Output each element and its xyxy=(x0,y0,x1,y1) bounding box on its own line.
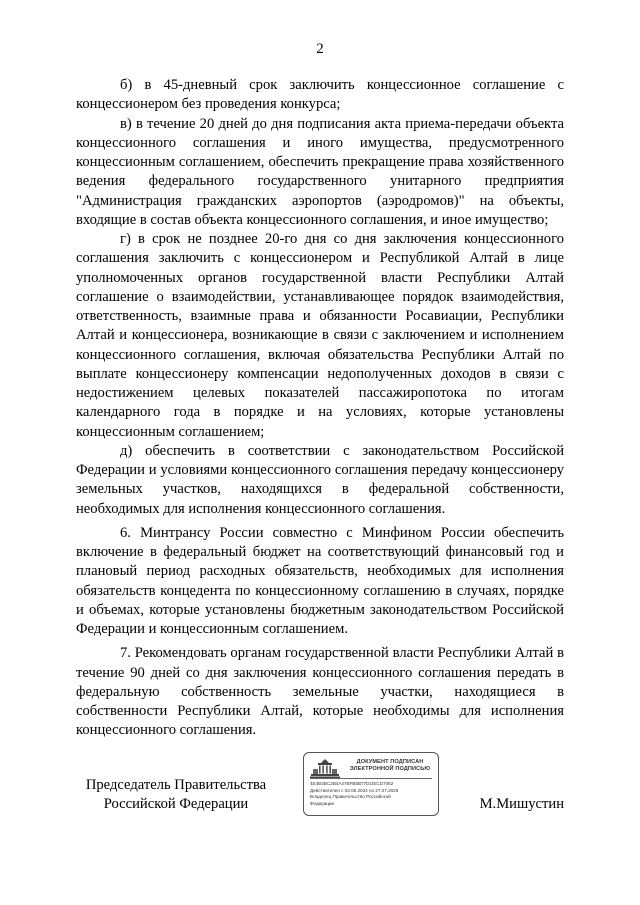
document-body xyxy=(76,76,564,741)
signatory-position xyxy=(76,776,276,814)
stamp-validity: Действителен с 03.05.2024 по 27.07.2025 xyxy=(310,787,399,793)
signatory-position-line1: Председатель Правительства xyxy=(85,777,267,793)
stamp-title-line1: ДОКУМЕНТ ПОДПИСАН xyxy=(356,759,424,765)
stamp-title-line2: ЭЛЕКТРОННОЙ ПОДПИСЬЮ xyxy=(349,766,431,772)
stamp-divider xyxy=(310,778,432,779)
page-number: 2 xyxy=(316,41,324,57)
stamp-details xyxy=(310,781,434,807)
signatory-position-line2: Российской Федерации xyxy=(103,796,249,812)
paragraph-point-6: 6. Минтрансу России совместно с Минфином России обеспечить включение в федеральный бюджет на соответствующий финансовый год и плановый период расходных обязательств, необходимых для исполнения обязательств концедента по концессионному соглашению в случаях, порядке и объемах, которые установлены бюджетным законодательством Российской Федерации и концессионным соглашением. xyxy=(76,524,564,637)
paragraph-item-g: г) в срок не позднее 20-го дня со дня заключения концессионного соглашения заключить с концессионером и Республикой Алтай в лице уполномоченных органов государственной власти Республики Алтай соглашение о взаимодействии, устанавливающее порядок взаимодействия, ответственность, взаимные права и обязанности Росавиации, Республики Алтай и концессионера, возникающие в связи с заключением и исполнением концессионного соглашения, включая обязательства Республики Алтай по выплате концессионеру компенсации недополученных доходов в связи с недостижением целевых показателей пассажиропотока по итогам календарного года в порядке и на условиях, которые установлены концессионным соглашением; xyxy=(76,231,564,440)
paragraph-item-d: д) обеспечить в соответствии с законодательством Российской Федерации и условиями концессионного соглашения передачу концессионеру земельных участков, находящихся в федеральной собственности, необходимых для исполнения концессионного соглашения. xyxy=(76,442,564,517)
stamp-title xyxy=(344,759,436,773)
stamp-owner-line2: Федерации xyxy=(310,800,335,806)
paragraph-item-v: в) в течение 20 дней до дня подписания акта приема-передачи объекта концессионного соглашения и иного имущества, предусмотренного концессионным соглашением, обеспечить прекращение права хозяйственного ведения федерального государственного унитарного предприятия "Администрация гражданских аэропортов (аэродромов)" на объекты, входящие в состав объекта концессионного соглашения, и иное имущество; xyxy=(76,115,564,228)
paragraph-item-b: б) в 45-дневный срок заключить концессионное соглашение с концессионером без проведения конкурса; xyxy=(76,77,564,113)
stamp-certificate: 4E4B4BC2B4A47BFB5B77D1IECD7062 xyxy=(310,781,394,786)
government-building-icon xyxy=(310,758,340,780)
signatory-name: М.Мишустин xyxy=(479,796,564,812)
stamp-owner-line1: Владелец Правительство Российской xyxy=(310,794,391,800)
electronic-signature-stamp xyxy=(303,752,439,816)
paragraph-point-7: 7. Рекомендовать органам государственной власти Республики Алтай в течение 90 дней со дня заключения концессионного соглашения передать в федеральную собственность земельные участки, находящиеся в собственности Республики Алтай, которые необходимы для исполнения концессионного соглашения. xyxy=(76,645,564,739)
